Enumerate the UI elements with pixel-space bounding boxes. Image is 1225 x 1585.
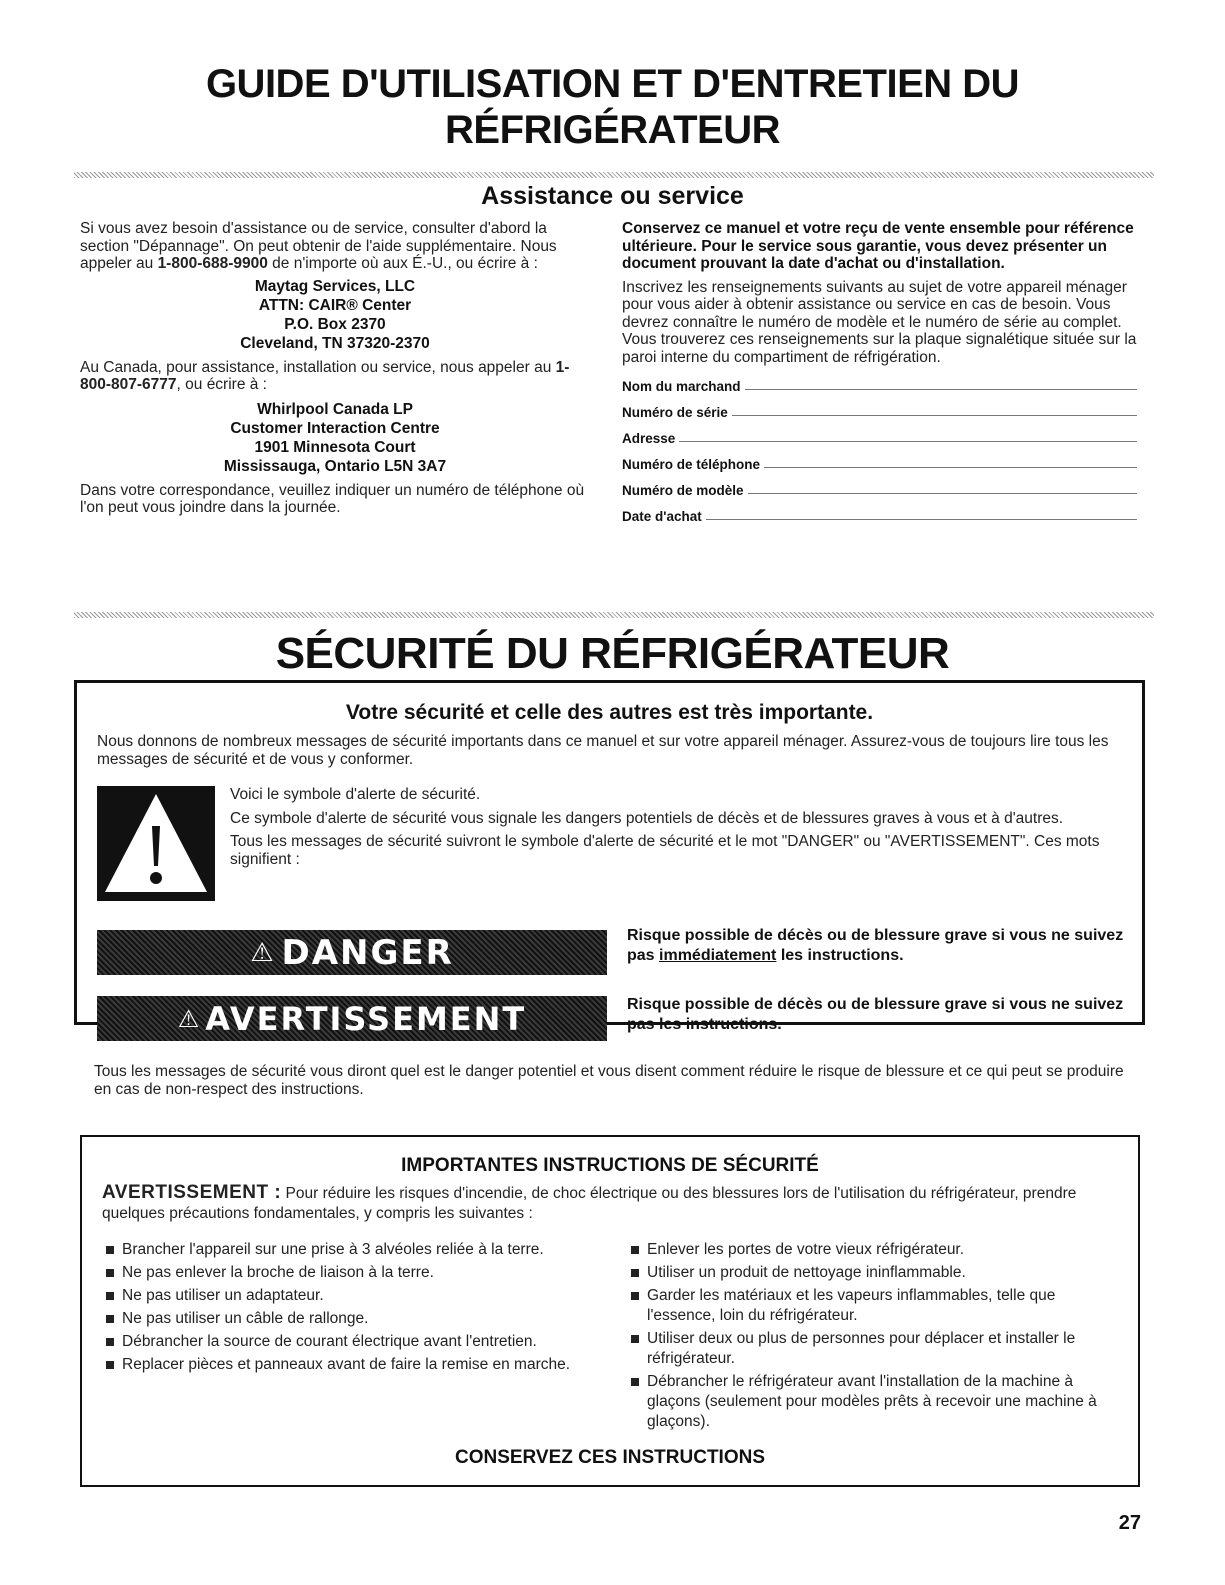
field-address[interactable]: Adresse — [622, 426, 1137, 446]
warning-word: AVERTISSEMENT : — [102, 1182, 282, 1203]
instructions-heading: IMPORTANTES INSTRUCTIONS DE SÉCURITÉ — [401, 1155, 819, 1176]
list-item: Utiliser un produit de nettoyage ininflammable. — [627, 1263, 1127, 1283]
divider — [74, 172, 1154, 178]
danger-banner: ⚠ DANGER — [97, 930, 607, 975]
field-phone-number[interactable]: Numéro de téléphone — [622, 452, 1137, 472]
divider — [74, 612, 1154, 618]
canada-address: Whirlpool Canada LP Customer Interaction Centre 1901 Minnesota Court Mississauga, Ontario L5N 3A7 — [223, 400, 447, 475]
field-serial-number[interactable]: Numéro de série — [622, 400, 1137, 420]
warning-description: Risque possible de décès ou de blessure grave si vous ne suivez pas les instructions. — [627, 996, 1124, 1033]
instructions-left-list — [102, 1240, 577, 1378]
list-item: Enlever les portes de votre vieux réfrigérateur. — [627, 1240, 1127, 1260]
canada-phone: 1-800-807-6777 — [80, 358, 570, 393]
page-title-line1: GUIDE D'UTILISATION ET D'ENTRETIEN DU — [205, 62, 1020, 106]
safety-intro: Nous donnons de nombreux messages de sécurité importants dans ce manuel et sur votre appareil ménager. Assurez-vous de toujours lire tous les messages de sécurité et de vous y conformer. — [97, 733, 1109, 768]
assistance-heading: Assistance ou service — [481, 182, 744, 210]
us-phone: 1-800-688-9900 — [157, 255, 268, 272]
list-item: Brancher l'appareil sur une prise à 3 alvéoles reliée à la terre. — [102, 1240, 577, 1260]
list-item: Débrancher la source de courant électrique avant l'entretien. — [102, 1332, 577, 1352]
canada-intro: Au Canada, pour assistance, installation ou service, nous appeler au 1-800-807-6777, ou écrire à : — [80, 358, 570, 393]
alert-icon: ⚠ — [250, 937, 276, 968]
safety-box-heading: Votre sécurité et celle des autres est très importante. — [345, 701, 874, 724]
danger-description: Risque possible de décès ou de blessure grave si vous ne suivez pas immédiatement les instructions. — [627, 927, 1124, 964]
record-info-text: Inscrivez les renseignements suivants au sujet de votre appareil ménager pour vous aider à obtenir assistance ou service en cas de besoin. Vous devrez connaître le numéro de modèle et le numéro de série au complet. Vous trouverez ces renseignements sur la plaque signalétique située sur la paroi interne du compartiment de réfrigération. — [622, 278, 1137, 366]
list-item: Ne pas utiliser un adaptateur. — [102, 1286, 577, 1306]
assistance-left-column — [80, 220, 590, 517]
safety-box — [74, 680, 1145, 1038]
instructions-warning: AVERTISSEMENT : Pour réduire les risques d'incendie, de choc électrique ou des blessures lors de l'utilisation du réfrigérateur, prendre quelques précautions fondamentales, y compris les suivantes : — [102, 1182, 1077, 1222]
list-item: Utiliser deux ou plus de personnes pour déplacer et installer le réfrigérateur. — [627, 1329, 1127, 1369]
us-address: Maytag Services, LLC ATTN: CAIR® Center P.O. Box 2370 Cleveland, TN 37320-2370 — [240, 277, 430, 352]
list-item: Ne pas enlever la broche de liaison à la terre. — [102, 1263, 577, 1283]
list-item: Ne pas utiliser un câble de rallonge. — [102, 1309, 577, 1329]
page-title-line2: RÉFRIGÉRATEUR — [445, 108, 780, 152]
assistance-closing: Dans votre correspondance, veuillez indiquer un numéro de téléphone où l'on peut vous joindre dans la journée. — [80, 481, 585, 516]
alert-icon: ⚠ — [177, 1004, 202, 1033]
field-dealer-name[interactable]: Nom du marchand — [622, 374, 1137, 394]
keep-manual-note: Conservez ce manuel et votre reçu de vente ensemble pour référence ultérieure. Pour le service sous garantie, vous devez présenter un document prouvant la date d'achat ou d'installation. — [622, 220, 1134, 272]
symbol-explanation: Voici le symbole d'alerte de sécurité. Ce symbole d'alerte de sécurité vous signale les dangers potentiels de décès et de blessures graves à vous et à d'autres. Tous les messages de sécurité suivront le symbole d'alerte de sécurité et le mot "DANGER" ou "AVERTISSEMENT". Ces mots signifient : — [230, 786, 1100, 868]
safety-title: SÉCURITÉ DU RÉFRIGÉRATEUR — [275, 629, 950, 678]
field-purchase-date[interactable]: Date d'achat — [622, 504, 1137, 524]
assistance-intro: Si vous avez besoin d'assistance ou de service, consulter d'abord la section "Dépannage". On peut obtenir de l'aide supplémentaire. Nous appeler au 1-800-688-9900 de n'importe où aux É.-U., ou écrire à : — [80, 220, 557, 272]
safety-alert-symbol — [97, 786, 215, 901]
safety-closing: Tous les messages de sécurité vous diront quel est le danger potentiel et vous disent comment réduire le risque de blessure et ce qui peut se produire en cas de non-respect des instructions. — [94, 1063, 1124, 1098]
list-item: Débrancher le réfrigérateur avant l'installation de la machine à glaçons (seulement pour modèles prêts à recevoir une machine à glaçons). — [627, 1372, 1127, 1432]
keep-instructions-footer: CONSERVEZ CES INSTRUCTIONS — [454, 1447, 766, 1468]
page-number: 27 — [1118, 1512, 1141, 1534]
assistance-right-column — [622, 220, 1137, 524]
record-fields — [622, 374, 1137, 524]
list-item: Garder les matériaux et les vapeurs inflammables, telle que l'essence, loin du réfrigérateur. — [627, 1286, 1127, 1326]
field-model-number[interactable]: Numéro de modèle — [622, 478, 1137, 498]
warning-banner: ⚠ AVERTISSEMENT — [97, 996, 607, 1041]
list-item: Replacer pièces et panneaux avant de faire la remise en marche. — [102, 1355, 577, 1375]
instructions-right-list — [627, 1240, 1127, 1435]
instructions-box — [80, 1135, 1140, 1487]
warning-triangle-icon — [97, 786, 215, 901]
